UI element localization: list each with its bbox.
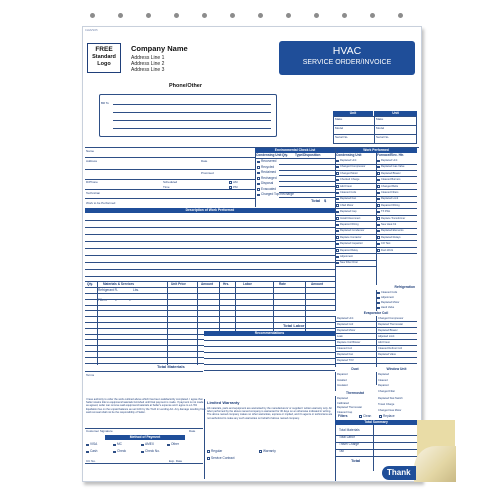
env-header-condensing: Condensing Unit: [256, 153, 282, 157]
wp-left-checkbox[interactable]: [336, 236, 339, 239]
window-unit-title: Window Unit: [376, 367, 417, 372]
wp-left-label: Replaced Unit: [340, 159, 357, 162]
recommendation-line: [204, 340, 335, 341]
wp-left-label: Cleaned Coils: [340, 191, 357, 194]
filters-clean-checkbox[interactable]: [359, 415, 362, 418]
wp-right-checkbox[interactable]: [377, 204, 380, 207]
thermostat-label: Calibrated: [337, 401, 349, 405]
wp-left-checkbox[interactable]: [336, 262, 339, 265]
wp-right-label: Replaced Blower: [381, 171, 401, 175]
env-item-checkbox[interactable]: [257, 183, 260, 186]
wp-left-checkbox[interactable]: [336, 185, 339, 188]
technician-label: Technician: [86, 191, 101, 195]
env-item-checkbox[interactable]: [257, 188, 260, 191]
description-line: [85, 234, 335, 235]
unit-serial-1: Serial No.: [335, 135, 349, 139]
env-item-line: [279, 164, 335, 165]
wp-left-label: Changed Compressor: [340, 165, 366, 169]
env-item-checkbox[interactable]: [257, 177, 260, 180]
env-header-qty: Qty.: [282, 153, 288, 157]
wp-right-checkbox[interactable]: [377, 160, 380, 163]
punch-hole: [118, 13, 123, 18]
recommendations-title: Recommendations: [204, 331, 335, 336]
signature-date-label: Date: [189, 429, 196, 433]
materials-header: Rate: [279, 282, 286, 286]
unit-make-1: Make: [335, 117, 343, 121]
env-item-line: [279, 181, 335, 182]
materials-row-line: [85, 299, 335, 300]
punch-hole: [90, 13, 95, 18]
wp-right-checkbox[interactable]: [377, 217, 380, 220]
env-item-label: Recycled: [261, 164, 275, 169]
summary-row-label: Travel Charge: [339, 442, 360, 446]
payment-option-label: Cash: [90, 449, 98, 453]
description-line: [85, 248, 335, 249]
materials-row-line: [85, 305, 335, 306]
wp-right-label: Cleaned Filters: [381, 191, 399, 194]
wp-left-checkbox[interactable]: [336, 230, 339, 233]
env-item-checkbox[interactable]: [257, 161, 260, 164]
logo-line-2: Standard: [92, 54, 116, 60]
company-name: Company Name: [131, 44, 188, 53]
env-item-label: Recovered: [261, 159, 277, 163]
refrigeration-checkbox[interactable]: [377, 302, 380, 305]
materials-row-line: [85, 293, 335, 294]
evaporator-left-label: Replaced Fan: [337, 353, 354, 356]
thermostat-right-label: Changed Gas Motor: [378, 409, 402, 412]
company-address-3: Address Line 3: [131, 67, 165, 73]
payment-option-checkbox[interactable]: [141, 444, 144, 447]
materials-row-line: [85, 339, 204, 340]
refrigeration-label: Cleaned Coils: [381, 291, 398, 294]
title-subtitle: SERVICE ORDER/INVOICE: [302, 59, 392, 66]
evaporator-title: Evaporator Coil: [335, 311, 417, 316]
summary-total-label: Total: [351, 458, 361, 463]
description-line: [85, 276, 335, 277]
title-hvac: HVAC: [332, 45, 362, 57]
recommendation-line: [204, 358, 335, 359]
wp-left-label: Checked Charge: [340, 178, 360, 182]
payment-title: Method of Payment: [105, 435, 185, 440]
wp-right-label: TX Pilot: [381, 210, 391, 214]
recommendation-line: [204, 346, 335, 347]
duct-label: Repaired: [337, 373, 348, 376]
refrigeration-label: Adjustment: [381, 296, 394, 299]
service-order-form: [82, 26, 422, 482]
env-item-line: [279, 186, 335, 187]
summary-divider: [373, 425, 374, 471]
exp-date-label: Exp. Date: [169, 459, 183, 463]
punch-hole: [398, 13, 403, 18]
wp-left-label: Replaced Condensor: [340, 229, 365, 233]
wp-left-label: Replace Contactor: [340, 235, 362, 239]
summary-row-label: Tax: [339, 449, 344, 453]
wp-right-checkbox[interactable]: [377, 192, 380, 195]
wp-right-checkbox[interactable]: [377, 198, 380, 201]
payment-option-checkbox[interactable]: [113, 444, 116, 447]
payment-option-checkbox[interactable]: [86, 444, 89, 447]
refrigeration-checkbox[interactable]: [377, 307, 380, 310]
description-line: [85, 255, 335, 256]
env-item-label: Evacuated: [261, 186, 277, 191]
env-item-checkbox[interactable]: [257, 166, 260, 169]
unit-header-2: Unit: [374, 111, 417, 116]
env-item-label: Recharged: [261, 175, 277, 180]
wp-left-line: [335, 266, 376, 267]
wp-left-label: Replaced Cap: [340, 210, 357, 214]
wp-right-label: Repaired Wiring: [381, 203, 400, 207]
recommendation-line: [204, 364, 335, 365]
materials-row-line: [85, 351, 204, 352]
window-unit-label: Replaced: [378, 373, 389, 376]
evaporator-left-label: Replace Coil Blower: [337, 341, 361, 344]
refrigerant-label: Refrigerant R-: [98, 288, 119, 292]
materials-row-line: [85, 316, 335, 317]
company-phone: Phone/Other: [169, 83, 203, 89]
unit-model-2: Model: [376, 126, 385, 130]
wp-right-label: Replaced Unit: [381, 159, 398, 162]
payment-option-checkbox[interactable]: [141, 451, 144, 454]
wp-left-label: Add Freon: [340, 184, 353, 188]
description-line: [85, 241, 335, 242]
materials-header: Amount: [311, 282, 324, 286]
filters-replace-label: Replace: [383, 414, 395, 418]
refrigeration-checkbox[interactable]: [377, 297, 380, 300]
page-curl: [414, 446, 456, 482]
scheduled-label: Scheduled: [163, 180, 178, 184]
evaporator-left-label: Leak: [337, 335, 343, 338]
materials-row-line: [85, 363, 204, 364]
evaporator-left-label: Replaced Unit: [337, 317, 354, 320]
cc-no-label: CC No.: [86, 459, 96, 463]
description-line: [85, 227, 335, 228]
unit-make-2: Make: [376, 117, 384, 121]
window-unit-label: Changed Filter: [378, 389, 396, 393]
env-item-label: Reclaimed: [261, 170, 277, 174]
env-header-type: Type/Disposition: [295, 153, 321, 157]
refrigeration-checkbox[interactable]: [377, 292, 380, 295]
evaporator-right-label: Replaced Blower: [378, 329, 398, 332]
wp-right-label: Replaced Gas Valve: [381, 165, 405, 169]
wp-left-checkbox[interactable]: [336, 172, 339, 175]
wp-left-checkbox[interactable]: [336, 243, 339, 246]
warranty-title: Limited Warranty: [207, 400, 240, 405]
punch-hole: [342, 13, 347, 18]
summary-row-line: [335, 449, 417, 450]
env-item-checkbox[interactable]: [257, 172, 260, 175]
materials-row-line: [85, 357, 204, 358]
punch-hole: [286, 13, 291, 18]
punch-hole: [314, 13, 319, 18]
materials-header: Hrs.: [223, 282, 230, 286]
wp-right-label: CO Test: [381, 242, 391, 246]
materials-column-line: [219, 281, 220, 331]
filters-x: x: [115, 298, 117, 302]
evaporator-left-label: Replaced Motor: [337, 329, 356, 332]
unit-model-1: Model: [335, 126, 344, 130]
recommendation-line: [204, 370, 335, 371]
wp-left-label: Install Disconnect: [340, 216, 361, 220]
env-item-label: Disposal: [261, 181, 274, 185]
total-labor-label: Total Labor: [283, 323, 305, 328]
evaporator-right-label: Replaced Valve: [378, 353, 396, 356]
wp-left-label: Replaced Capacitor: [340, 242, 363, 246]
materials-column-line: [305, 281, 306, 331]
day-phone-label: DrPhone: [86, 180, 98, 184]
am-label: AM: [233, 180, 238, 184]
materials-column-line: [273, 281, 274, 331]
wp-right-label: Replaced Elements: [381, 229, 404, 233]
punch-hole: [146, 13, 151, 18]
materials-header: Amount: [201, 282, 214, 286]
wp-left-label: Replaced Fan: [340, 197, 357, 201]
pm-label: PM: [233, 185, 238, 189]
evaporator-left-label: Replaced TXV: [337, 359, 354, 362]
unit-header-1: Unit: [333, 111, 373, 116]
description-line: [85, 269, 335, 270]
materials-header: Materials & Services: [103, 282, 135, 286]
recommendation-line: [204, 352, 335, 353]
punch-hole: [258, 13, 263, 18]
warranty-warranty-checkbox[interactable]: [259, 450, 262, 453]
wp-right-checkbox[interactable]: [377, 179, 380, 182]
name-label: Name: [86, 149, 95, 153]
warranty-service-contract-checkbox[interactable]: [207, 457, 210, 460]
wp-right-checkbox[interactable]: [377, 185, 380, 188]
wp-right-label: Replaced Relays: [381, 235, 401, 239]
company-address-1: Address Line 1: [131, 55, 165, 61]
company-address-2: Address Line 2: [131, 61, 165, 67]
warranty-regular-checkbox[interactable]: [207, 450, 210, 453]
wp-right-label: Replace Transformer: [381, 216, 406, 220]
materials-column-line: [235, 281, 236, 331]
window-unit-label: Cleaned: [378, 378, 388, 382]
materials-row-line: [85, 334, 204, 335]
filters-row-label: Filters: [338, 414, 348, 418]
payment-option-label: Other: [171, 442, 179, 446]
wp-right-checkbox[interactable]: [377, 224, 380, 227]
filters-x-2: x: [129, 298, 131, 302]
wp-left-label: Adjustment: [340, 255, 353, 258]
wp-left-label: Chkd Motor: [340, 203, 354, 207]
bill-to-label: Bill To: [101, 101, 109, 105]
logo-line-1: FREE: [95, 46, 113, 53]
env-checklist-title: Environmental Check List: [255, 148, 335, 153]
warranty-regular-label: Regular: [211, 449, 223, 453]
payment-option-label: Check: [117, 449, 127, 453]
description-line: [85, 220, 335, 221]
evaporator-left-label: Replaced Coil: [337, 323, 354, 326]
punch-hole: [202, 13, 207, 18]
work-to-perform-label: Work to be Performed: [86, 201, 116, 205]
warranty-service-contract-label: Service Contract: [211, 456, 235, 460]
window-unit-label: Repaired: [378, 384, 389, 387]
terms-text: I have authority to order the work outlined above which has been satisfactorily completed. I agree that Seller retains title to equipment/materials furnished until final payment is made. If payment is not made as agreed, seller can remove said equipment/materials at Seller's expense and I agree to a 1.5% liquidation fee on the unpaid balance as set forth by the Truth in Lending Act. Any damage resulting from said removal shall not be the responsibility of Seller.: [86, 398, 206, 414]
summary-row-label: Total Materials: [339, 428, 360, 432]
wp-right-label: Cleaned Burners: [381, 178, 401, 182]
env-total-currency: $: [324, 198, 327, 203]
wp-right-label: Replaced Limit: [381, 197, 399, 201]
duct-label: Installed: [337, 378, 347, 382]
refrigeration-label: Hand Valve: [381, 306, 395, 309]
thermostat-title: Thermostat: [335, 391, 375, 396]
wp-right-checkbox[interactable]: [377, 236, 380, 239]
wp-right-label: Duct Work: [381, 248, 394, 252]
wp-right-checkbox[interactable]: [377, 166, 380, 169]
refrigeration-label: Replaced Motor: [381, 301, 400, 304]
wp-col1-header: Condensing Unit: [336, 153, 362, 157]
work-performed-title: Work Performed: [335, 148, 417, 153]
terms-label: Terms: [86, 373, 95, 377]
address-label: Address: [86, 159, 98, 163]
wp-left-checkbox[interactable]: [336, 256, 339, 259]
summary-title: Total Summary: [335, 420, 417, 425]
payment-option-label: MC: [117, 442, 122, 446]
thank-you-text: Thank: [387, 468, 411, 477]
wp-right-checkbox[interactable]: [377, 243, 380, 246]
payment-option-label: VISA: [90, 442, 98, 446]
thermostat-label: Replaced: [337, 397, 348, 400]
logo-line-3: Logo: [97, 61, 111, 67]
wp-left-checkbox[interactable]: [336, 204, 339, 207]
wp-left-checkbox[interactable]: [336, 198, 339, 201]
filters-replace-checkbox[interactable]: [379, 415, 382, 418]
title-banner: [279, 41, 415, 75]
description-title: Description of Work Performed: [85, 208, 335, 213]
duct-title: Duct: [335, 367, 375, 372]
evaporator-right-label: Add Freon: [378, 341, 391, 344]
wp-col2-header: Furnace/Elec. Htr.: [377, 153, 404, 157]
env-item-label: Charged Top/Recharge: [261, 192, 294, 196]
wp-left-label: Changed Motor: [340, 171, 358, 175]
form-code: CHHVSO5: [85, 29, 98, 32]
bill-to-box[interactable]: [99, 94, 277, 137]
filters-clean-label: Clean: [363, 414, 372, 418]
thermostat-right-label: Replaced Stat Switch: [378, 397, 403, 400]
materials-header: Qty.: [87, 282, 93, 286]
wp-right-label: New Heat Kit: [381, 223, 397, 226]
wp-right-checkbox[interactable]: [377, 211, 380, 214]
wp-left-checkbox[interactable]: [336, 217, 339, 220]
evaporator-right-label: Adjusted Limit: [378, 335, 395, 338]
lbs-label: Lbs.: [133, 288, 140, 292]
wp-left-checkbox[interactable]: [336, 166, 339, 169]
wp-left-checkbox[interactable]: [336, 211, 339, 214]
wp-left-checkbox[interactable]: [336, 224, 339, 227]
wp-left-checkbox[interactable]: [336, 160, 339, 163]
wp-left-label: Repaired Relay: [340, 248, 358, 252]
wp-left-checkbox[interactable]: [336, 179, 339, 182]
summary-row-line: [335, 456, 417, 457]
refrigeration-title: Refrigeration: [376, 285, 417, 290]
env-total-label: Total: [311, 198, 321, 203]
punch-hole: [230, 13, 235, 18]
logo-box: [87, 43, 121, 73]
materials-header: Labor: [243, 282, 252, 286]
thermostat-label: Replaced Thermostat: [337, 406, 362, 409]
punch-hole: [174, 13, 179, 18]
env-item-line: [279, 170, 335, 171]
thermostat-right-label: Travel Charge: [378, 403, 395, 406]
unit-table: [333, 116, 417, 144]
am-checkbox[interactable]: [229, 181, 232, 184]
evaporator-line: [335, 333, 417, 334]
materials-row-line: [85, 310, 335, 311]
payment-option-label: Check No.: [145, 449, 160, 453]
date-label: Date: [201, 159, 208, 163]
env-item-line: [279, 197, 335, 198]
wp-right-label: Changed Belts: [381, 184, 399, 188]
payment-option-checkbox[interactable]: [167, 444, 170, 447]
total-materials-label: Total Materials: [157, 364, 185, 369]
thermostat-label: Cleaned Cap: [337, 410, 353, 414]
punch-hole: [370, 13, 375, 18]
evaporator-left-label: Cleaned Coil: [337, 347, 352, 350]
wp-right-line: [376, 253, 417, 254]
wp-right-checkbox[interactable]: [377, 230, 380, 233]
wp-right-checkbox[interactable]: [377, 172, 380, 175]
warranty-text: All materials, parts and equipment are warranted by the manufacturers' or suppliers' written warranty only. All labor performed by the above named company is warranted for 30 days on an otherwise indicated in writing. The above named company makes no other warranties, express or implied, and it's agents or technicians are not authorized to make any such warranties on behalf of above named company.: [207, 407, 333, 420]
description-line: [85, 262, 335, 263]
unit-serial-2: Serial No.: [376, 135, 390, 139]
materials-header: Unit Price: [171, 282, 186, 286]
wp-right-checkbox[interactable]: [377, 249, 380, 252]
evaporator-right-label: Replaced Thermostat: [378, 323, 403, 326]
filters-label: Filters: [98, 298, 107, 302]
wp-left-label: Repaired Wiring: [340, 223, 359, 226]
evaporator-line: [335, 363, 417, 364]
env-item-line: [279, 175, 335, 176]
summary-row-label: Total Labor: [339, 435, 355, 439]
time-label: Time: [163, 185, 170, 189]
evaporator-right-label: Cleaned Defrost Coil: [378, 347, 402, 350]
env-item-checkbox[interactable]: [257, 194, 260, 197]
payment-option-label: AMEX: [145, 442, 155, 446]
duct-label: Insulated: [337, 384, 348, 387]
thank-you-banner: [382, 466, 416, 480]
evaporator-right-label: Changed Compressor: [378, 317, 404, 320]
payment-option-checkbox[interactable]: [86, 451, 89, 454]
signature-label: Customer Signature: [86, 429, 113, 433]
payment-option-checkbox[interactable]: [113, 451, 116, 454]
wp-left-checkbox[interactable]: [336, 192, 339, 195]
promised-label: Promised: [201, 171, 214, 175]
wp-left-checkbox[interactable]: [336, 249, 339, 252]
materials-row-line: [85, 345, 204, 346]
warranty-warranty-label: Warranty: [263, 449, 276, 453]
wp-left-label: New Filter Drier: [340, 261, 359, 265]
